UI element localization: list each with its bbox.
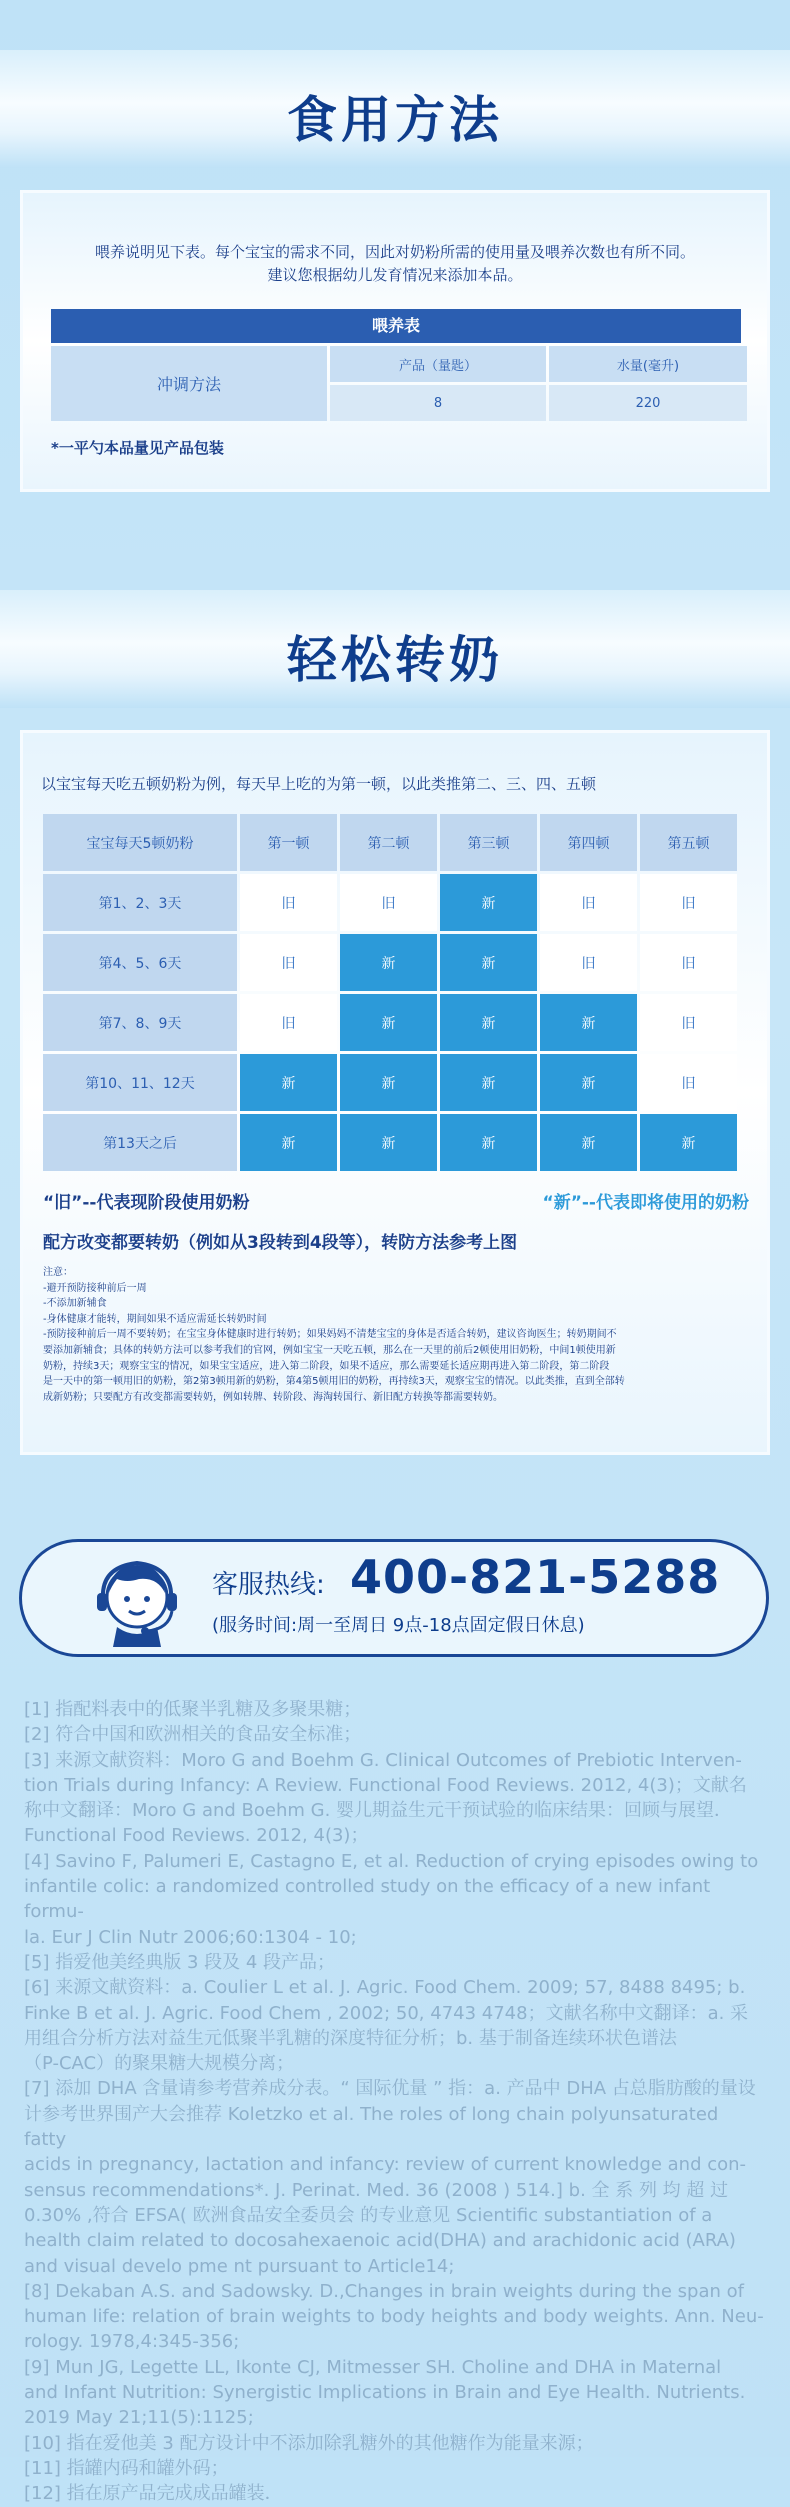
- transition-header: 第二顿: [340, 814, 437, 871]
- reference-line: [1] 指配料表中的低聚半乳糖及多聚果糖；: [24, 1699, 362, 1720]
- reference-line: Finke B et al. J. Agric. Food Chem , 2002; 50, 4743 4748；文献名称中文翻译：a. 采: [24, 2002, 749, 2024]
- reference-line: [6] 来源文献资料：a. Coulier L et al. J. Agric. Food Chem. 2009; 57, 8488 8495; b.: [24, 1977, 746, 1999]
- hotline-label: 客服热线:: [212, 1570, 325, 1600]
- section2-title: 轻松转奶: [287, 631, 503, 689]
- reference-line: and Infant Nutrition: Synergistic Implications in Brain and Eye Health. Nutrients.: [24, 2382, 746, 2404]
- legend-new: “新”--代表即将使用的奶粉: [542, 1193, 749, 1213]
- reference-line: 用组合分析方法对益生元低聚半乳糖的深度特征分析；b. 基于制备连续环状色谱法: [24, 2027, 677, 2049]
- reference-line: 称中文翻译：Moro G and Boehm G. 婴儿期益生元干预试验的临床结果：回顾与展望．: [24, 1800, 733, 1822]
- cell-new: 新: [540, 994, 637, 1051]
- reference-line: tion Trials during Infancy: A Review. Functional Food Reviews. 2012, 4(3)；文献名: [24, 1774, 747, 1796]
- cell-old: 旧: [640, 994, 737, 1051]
- reference-line: and visual develo pme nt pursuant to Article14;: [24, 2255, 455, 2277]
- cell-new: 新: [340, 994, 437, 1051]
- feeding-water-value: 220: [549, 385, 747, 421]
- cell-old: 旧: [240, 934, 337, 991]
- reference-line: [9] Mun JG, Legette LL, Ikonte CJ, Mitmesser SH. Choline and DHA in Maternal: [24, 2356, 722, 2378]
- transition-corner: 宝宝每天5顿奶粉: [43, 814, 237, 871]
- customer-service-agent-icon: [87, 1549, 187, 1649]
- transition-panel: [20, 730, 770, 1455]
- cell-new: 新: [440, 1114, 537, 1171]
- feeding-note: *一平勺本品量见产品包装: [51, 439, 224, 457]
- transition-intro: 以宝宝每天吃五顿奶粉为例，每天早上吃的为第一顿，以此类推第二、三、四、五顿: [41, 775, 597, 793]
- cell-old: 旧: [540, 874, 637, 931]
- transition-header: 第一顿: [240, 814, 337, 871]
- notes-title: 注意：: [43, 1267, 73, 1278]
- cell-new: 新: [440, 874, 537, 931]
- transition-header: 第四顿: [540, 814, 637, 871]
- cell-new: 新: [540, 1054, 637, 1111]
- transition-row-label: 第1、2、3天: [43, 874, 237, 931]
- note-line: -预防接种前后一周不要转奶；在宝宝身体健康时进行转奶；如果妈妈不清楚宝宝的身体是否适合转奶，建议咨询医生；转奶期间不: [43, 1329, 617, 1341]
- cell-old: 旧: [640, 1054, 737, 1111]
- transition-row-label: 第7、8、9天: [43, 994, 237, 1051]
- feeding-intro-line: 建议您根据幼儿发育情况来添加本品。: [267, 266, 523, 284]
- reference-line: rology. 1978,4:345-356;: [24, 2331, 240, 2353]
- reference-line: [7] 添加 DHA 含量请参考营养成分表。“ 国际优量 ” 指：a. 产品中 DHA 占总脂肪酸的量设: [24, 2078, 756, 2100]
- feeding-col-product: 产品（量匙）: [330, 346, 546, 382]
- section2-banner: [0, 590, 790, 708]
- section1-title: 食用方法: [287, 91, 503, 149]
- note-line: -身体健康才能转，期间如果不适应需延长转奶时间: [43, 1313, 267, 1325]
- reference-line: （P-CAC）的聚果糖大规模分离；: [24, 2053, 295, 2075]
- reference-line: [2] 符合中国和欧洲相关的食品安全标准；: [24, 1724, 362, 1746]
- transition-header: 第五顿: [640, 814, 737, 871]
- cell-old: 旧: [540, 934, 637, 991]
- note-line: 要添加新辅食；具体的转奶方法可以参考我们的官网，例如宝宝一天吃五顿，那么在一天里的前后2顿使用旧奶粉，中间1顿使用新: [43, 1344, 616, 1356]
- cell-new: 新: [440, 1054, 537, 1111]
- cell-new: 新: [540, 1114, 637, 1171]
- feeding-intro: [23, 241, 767, 287]
- feeding-product-value: 8: [330, 385, 546, 421]
- reference-line: health claim related to docosahexaenoic acid(DHA) and arachidonic acid (ARA): [24, 2230, 736, 2252]
- reference-line: [3] 来源文献资料：Moro G and Boehm G. Clinical Outcomes of Prebiotic Interven-: [24, 1749, 742, 1771]
- cell-new: 新: [240, 1114, 337, 1171]
- reference-line: acids in pregnancy, lactation and infancy: review of current knowledge and con-: [24, 2154, 747, 2176]
- cell-new: 新: [640, 1114, 737, 1171]
- cell-new: 新: [340, 934, 437, 991]
- transition-notes: [43, 1265, 758, 1405]
- references: [24, 1697, 766, 2507]
- section1-banner: [0, 50, 790, 168]
- reference-line: Functional Food Reviews. 2012, 4(3)；: [24, 1825, 369, 1847]
- cell-old: 旧: [640, 934, 737, 991]
- reference-line: infantile colic: a randomized controlled study on the efficacy of a new infant formu-: [24, 1876, 711, 1923]
- reference-line: [5] 指爱他美经典版 3 段及 4 段产品；: [24, 1951, 336, 1973]
- reference-line: 2019 May 21;11(5):1125;: [24, 2407, 254, 2429]
- note-line: 奶粉，持续3天；观察宝宝的情况，如果宝宝适应，进入第二阶段，如果不适应，那么需要延长适应期再进入第二阶段，第二阶段: [43, 1360, 610, 1372]
- feeding-table: [51, 309, 741, 421]
- cell-new: 新: [340, 1114, 437, 1171]
- cell-new: 新: [240, 1054, 337, 1111]
- note-line: 是一天中的第一顿用旧的奶粉，第2第3顿用新的奶粉，第4第5顿用旧的奶粉，再持续3天，观察宝宝的情况。以此类推，直到全部转: [43, 1376, 625, 1388]
- note-line: -避开预防接种前后一周: [43, 1282, 147, 1294]
- transition-row-label: 第10、11、12天: [43, 1054, 237, 1111]
- reference-line: [12] 指在原产品完成成品罐装．: [24, 2483, 283, 2505]
- hotline-hours: (服务时间:周一至周日 9点-18点固定假日休息): [212, 1615, 585, 1636]
- cell-old: 旧: [340, 874, 437, 931]
- reference-line: [4] Savino F, Palumeri E, Castagno E, et al. Reduction of crying episodes owing to: [24, 1850, 759, 1872]
- feeding-col-water: 水量(毫升): [549, 346, 747, 382]
- note-line: 成新奶粉；只要配方有改变都需要转奶，例如转牌、转阶段、海淘转国行、新旧配方转换等都需要转奶。: [43, 1391, 503, 1403]
- reference-line: la. Eur J Clin Nutr 2006;60:1304 - 10;: [24, 1926, 357, 1948]
- cell-new: 新: [440, 934, 537, 991]
- cell-new: 新: [340, 1054, 437, 1111]
- reference-line: human life: relation of brain weights to body heights and body weights. Ann. Neu-: [24, 2306, 764, 2328]
- cell-old: 旧: [240, 994, 337, 1051]
- formula-change-text: 配方改变都要转奶（例如从3段转到4段等），转防方法参考上图: [43, 1233, 518, 1253]
- reference-line: 0.30% ,符合 EFSA( 欧洲食品安全委员会 的专业意见 Scientific substantiation of a: [24, 2204, 713, 2226]
- feeding-table-title: 喂养表: [51, 309, 741, 343]
- reference-line: [11] 指罐内码和罐外码；: [24, 2457, 229, 2479]
- transition-row-label: 第13天之后: [43, 1114, 237, 1171]
- feeding-intro-line: 喂养说明见下表。每个宝宝的需求不同，因此对奶粉所需的使用量及喂养次数也有所不同。: [94, 243, 695, 261]
- reference-line: [8] Dekaban A.S. and Sadowsky. D.,Changes in brain weights during the span of: [24, 2280, 744, 2302]
- transition-row-label: 第4、5、6天: [43, 934, 237, 991]
- cell-old: 旧: [240, 874, 337, 931]
- legend-old: “旧”--代表现阶段使用奶粉: [43, 1193, 250, 1213]
- note-line: -不添加新辅食: [43, 1298, 107, 1310]
- cell-old: 旧: [640, 874, 737, 931]
- reference-line: sensus recommendations*. J. Perinat. Med. 36 (2008 ) 514.] b. 全 系 列 均 超 过: [24, 2179, 729, 2201]
- reference-line: 计参考世界围产大会推荐 Koletzko et al. The roles of long chain polyunsaturated fatty: [24, 2103, 719, 2151]
- transition-header: 第三顿: [440, 814, 537, 871]
- feeding-row-label: 冲调方法: [51, 346, 327, 421]
- hotline-number[interactable]: 400-821-5288: [350, 1550, 721, 1604]
- feeding-panel: [20, 190, 770, 492]
- cell-new: 新: [440, 994, 537, 1051]
- reference-line: [10] 指在爱他美 3 配方设计中不添加除乳糖外的其他糖作为能量来源；: [24, 2432, 594, 2454]
- transition-table: [43, 814, 737, 1171]
